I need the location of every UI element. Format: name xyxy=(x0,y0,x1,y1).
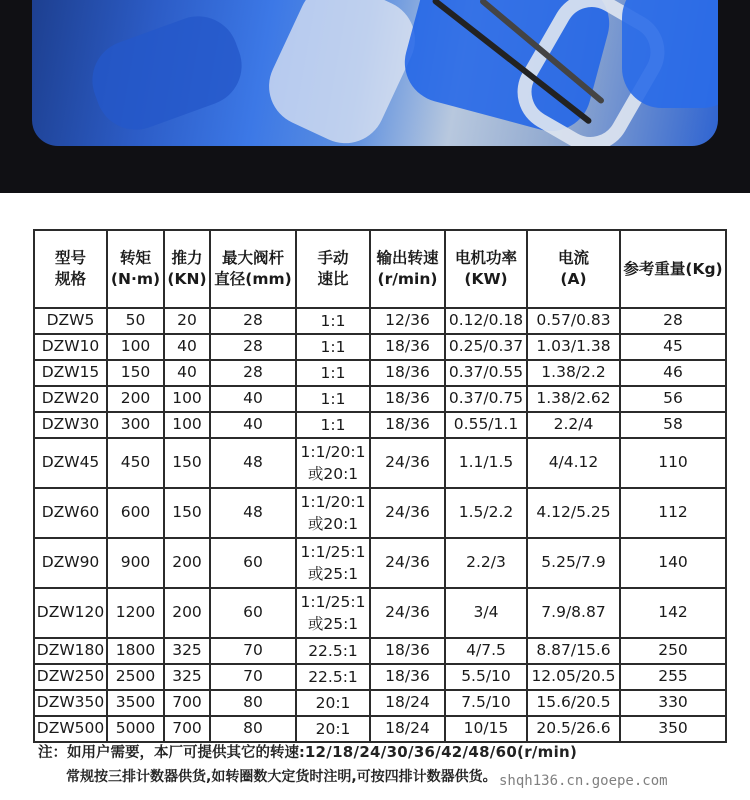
cell-line: 1:1 xyxy=(320,415,346,434)
table-cell: 8.87/15.6 xyxy=(527,638,620,664)
cell-line: 1:1 xyxy=(320,363,346,382)
table-cell: 18/36 xyxy=(370,360,445,386)
header-text: (KN) xyxy=(167,270,207,288)
table-cell: 142 xyxy=(620,588,726,638)
table-cell: 80 xyxy=(210,690,296,716)
table-cell: 150 xyxy=(164,438,210,488)
table-cell xyxy=(296,638,370,664)
header-text: 速比 xyxy=(317,270,349,288)
cell-line: 22.5:1 xyxy=(308,667,358,686)
column-header xyxy=(210,230,296,308)
table-cell: DZW60 xyxy=(34,488,107,538)
table-cell: 15.6/20.5 xyxy=(527,690,620,716)
table-cell: 58 xyxy=(620,412,726,438)
table-cell: 50 xyxy=(107,308,164,334)
cell-line: 或20:1 xyxy=(307,465,359,483)
table-cell: 60 xyxy=(210,588,296,638)
table-cell: DZW45 xyxy=(34,438,107,488)
table-cell: 2500 xyxy=(107,664,164,690)
table-cell: 18/36 xyxy=(370,412,445,438)
note-prefix: 注：如用户需要，本厂可提供其它的转速: xyxy=(38,745,305,761)
header-text: 规格 xyxy=(54,270,86,288)
table-cell: 700 xyxy=(164,690,210,716)
table-cell xyxy=(296,438,370,488)
table-cell xyxy=(296,360,370,386)
column-header xyxy=(107,230,164,308)
table-cell: 2.2/3 xyxy=(445,538,527,588)
column-header xyxy=(620,230,726,308)
cell-line: 1:1 xyxy=(320,389,346,408)
cell-line: 1:1/20:1 xyxy=(300,442,366,461)
table-cell: DZW30 xyxy=(34,412,107,438)
table-cell xyxy=(296,664,370,690)
table-cell: 4.12/5.25 xyxy=(527,488,620,538)
table-cell: 200 xyxy=(164,538,210,588)
table-cell: 0.57/0.83 xyxy=(527,308,620,334)
table-cell: 56 xyxy=(620,386,726,412)
table-cell xyxy=(296,716,370,742)
table-cell: 0.25/0.37 xyxy=(445,334,527,360)
table-cell: DZW500 xyxy=(34,716,107,742)
table-cell: 325 xyxy=(164,664,210,690)
table-cell: 10/15 xyxy=(445,716,527,742)
header-row xyxy=(34,230,726,308)
table-cell: 18/36 xyxy=(370,664,445,690)
table-cell: 4/7.5 xyxy=(445,638,527,664)
table-cell: 48 xyxy=(210,438,296,488)
table-row xyxy=(34,488,726,538)
table-cell: 18/36 xyxy=(370,638,445,664)
note-line-1 xyxy=(38,741,577,762)
header-text: (A) xyxy=(560,270,587,288)
cell-line: 22.5:1 xyxy=(308,641,358,660)
table-cell: 28 xyxy=(210,308,296,334)
column-header xyxy=(164,230,210,308)
table-cell: 18/24 xyxy=(370,716,445,742)
table-cell: 40 xyxy=(164,334,210,360)
table-cell: 200 xyxy=(107,386,164,412)
table-cell: 0.12/0.18 xyxy=(445,308,527,334)
table-cell: 28 xyxy=(620,308,726,334)
spec-table xyxy=(33,229,727,743)
column-header xyxy=(296,230,370,308)
cell-line: 1:1/25:1 xyxy=(300,542,366,561)
table-cell: 200 xyxy=(164,588,210,638)
cell-line: 或20:1 xyxy=(307,515,359,533)
table-cell xyxy=(296,412,370,438)
header-text: (KW) xyxy=(464,270,508,288)
table-body xyxy=(34,308,726,742)
table-row xyxy=(34,588,726,638)
column-header xyxy=(445,230,527,308)
header-text: 直径(mm) xyxy=(214,270,292,288)
table-cell xyxy=(296,488,370,538)
table-cell: DZW90 xyxy=(34,538,107,588)
table-row xyxy=(34,538,726,588)
table-cell: 1.03/1.38 xyxy=(527,334,620,360)
table-cell xyxy=(296,334,370,360)
table-row xyxy=(34,334,726,360)
cell-line: 或25:1 xyxy=(307,565,359,583)
cell-line: 20:1 xyxy=(315,693,351,712)
table-cell: 5000 xyxy=(107,716,164,742)
table-cell: 100 xyxy=(164,412,210,438)
header-text: 最大阀杆 xyxy=(221,249,284,268)
table-cell: 1.5/2.2 xyxy=(445,488,527,538)
table-cell: 40 xyxy=(210,386,296,412)
table-cell: 1.38/2.62 xyxy=(527,386,620,412)
table-cell: 80 xyxy=(210,716,296,742)
table-cell: 40 xyxy=(164,360,210,386)
cell-line: 1:1/25:1 xyxy=(300,592,366,611)
header-text: 参考重量(Kg) xyxy=(623,259,723,278)
table-cell: DZW250 xyxy=(34,664,107,690)
table-row xyxy=(34,412,726,438)
table-cell: 325 xyxy=(164,638,210,664)
header-text: 转矩 xyxy=(119,249,151,268)
table-cell: 350 xyxy=(620,716,726,742)
table-cell: 20 xyxy=(164,308,210,334)
table-cell: 2.2/4 xyxy=(527,412,620,438)
table-cell: 40 xyxy=(210,412,296,438)
table-cell: 70 xyxy=(210,664,296,690)
header-text: 型号 xyxy=(54,249,86,268)
table-cell: 20.5/26.6 xyxy=(527,716,620,742)
table-cell: 7.9/8.87 xyxy=(527,588,620,638)
table-row xyxy=(34,716,726,742)
cell-line: 或25:1 xyxy=(307,615,359,633)
table-cell xyxy=(296,538,370,588)
table-cell: DZW10 xyxy=(34,334,107,360)
table-cell: 450 xyxy=(107,438,164,488)
cell-line: 1:1 xyxy=(320,311,346,330)
table-cell: 0.55/1.1 xyxy=(445,412,527,438)
table-cell: 28 xyxy=(210,360,296,386)
table-cell: 18/36 xyxy=(370,334,445,360)
table-cell: 1.1/1.5 xyxy=(445,438,527,488)
table-cell: 0.37/0.55 xyxy=(445,360,527,386)
table-cell: 12.05/20.5 xyxy=(527,664,620,690)
table-cell: 60 xyxy=(210,538,296,588)
table-cell xyxy=(296,386,370,412)
table-cell: 110 xyxy=(620,438,726,488)
table-cell: 45 xyxy=(620,334,726,360)
table-cell: 24/36 xyxy=(370,488,445,538)
header-text: (r/min) xyxy=(377,270,438,288)
table-cell: 5.25/7.9 xyxy=(527,538,620,588)
table-cell: 250 xyxy=(620,638,726,664)
table-cell: 100 xyxy=(164,386,210,412)
actuator-photo xyxy=(32,0,718,146)
table-cell: 12/36 xyxy=(370,308,445,334)
table-row xyxy=(34,438,726,488)
table-cell: 300 xyxy=(107,412,164,438)
table-cell: 3/4 xyxy=(445,588,527,638)
table-cell: 100 xyxy=(107,334,164,360)
header-text: 电机功率 xyxy=(454,249,517,268)
table-row xyxy=(34,690,726,716)
table-cell: DZW20 xyxy=(34,386,107,412)
cell-line: 1:1 xyxy=(320,337,346,356)
table-row xyxy=(34,664,726,690)
table-row xyxy=(34,638,726,664)
header-text: 推力 xyxy=(171,249,203,268)
table-cell: DZW5 xyxy=(34,308,107,334)
header-text: 输出转速 xyxy=(376,249,439,268)
table-cell: 46 xyxy=(620,360,726,386)
table-cell: 900 xyxy=(107,538,164,588)
table-cell: DZW15 xyxy=(34,360,107,386)
table-cell: 1.38/2.2 xyxy=(527,360,620,386)
table-cell: 7.5/10 xyxy=(445,690,527,716)
table-cell: 28 xyxy=(210,334,296,360)
table-cell: 140 xyxy=(620,538,726,588)
table-cell: 0.37/0.75 xyxy=(445,386,527,412)
table-row xyxy=(34,386,726,412)
header-text: (N·m) xyxy=(110,270,161,288)
table-cell: DZW180 xyxy=(34,638,107,664)
column-header xyxy=(370,230,445,308)
table-cell: 150 xyxy=(107,360,164,386)
note-line-2: 常规按三排计数器供货,如转圈数大定货时注明,可按四排计数器供货。 xyxy=(66,769,497,785)
table-cell: 18/24 xyxy=(370,690,445,716)
table-cell: DZW120 xyxy=(34,588,107,638)
column-header xyxy=(34,230,107,308)
header-text: 手动 xyxy=(317,249,349,268)
table-cell: 330 xyxy=(620,690,726,716)
table-row xyxy=(34,308,726,334)
table-cell: 4/4.12 xyxy=(527,438,620,488)
table-cell: 112 xyxy=(620,488,726,538)
table-cell: 255 xyxy=(620,664,726,690)
table-cell: 24/36 xyxy=(370,588,445,638)
cell-line: 1:1/20:1 xyxy=(300,492,366,511)
watermark: shqh136.cn.goepe.com xyxy=(499,773,668,789)
table-cell xyxy=(296,690,370,716)
spec-table-wrapper xyxy=(33,229,727,743)
table-row xyxy=(34,360,726,386)
table-cell: 150 xyxy=(164,488,210,538)
cell-line: 20:1 xyxy=(315,719,351,738)
column-header xyxy=(527,230,620,308)
table-cell: 70 xyxy=(210,638,296,664)
top-banner xyxy=(0,0,750,193)
table-cell: 1800 xyxy=(107,638,164,664)
table-cell: 18/36 xyxy=(370,386,445,412)
table-cell: 24/36 xyxy=(370,538,445,588)
table-cell xyxy=(296,588,370,638)
header-text: 电流 xyxy=(557,249,589,268)
table-cell: 1200 xyxy=(107,588,164,638)
note-speeds: 12/18/24/30/36/42/48/60(r/min) xyxy=(304,743,578,761)
table-cell: DZW350 xyxy=(34,690,107,716)
table-cell: 3500 xyxy=(107,690,164,716)
table-cell: 48 xyxy=(210,488,296,538)
table-cell xyxy=(296,308,370,334)
table-cell: 600 xyxy=(107,488,164,538)
table-cell: 5.5/10 xyxy=(445,664,527,690)
table-cell: 24/36 xyxy=(370,438,445,488)
table-cell: 700 xyxy=(164,716,210,742)
